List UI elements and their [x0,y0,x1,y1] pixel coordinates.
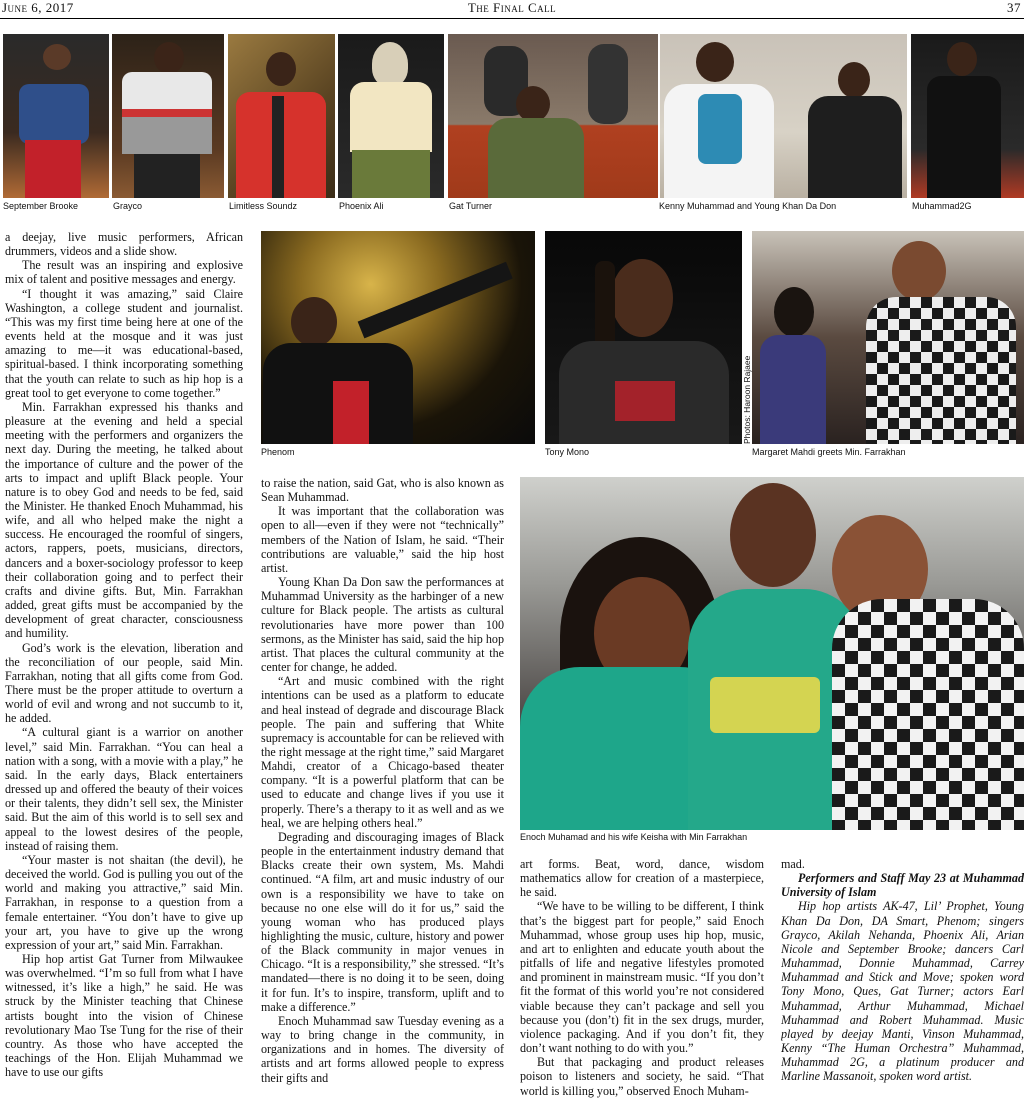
performer-list: Hip hop artists AK-47, Lil’ Prophet, Young Khan Da Don, DA Smart, Phenom; singers Grayco, Akilah Nehanda, Phoenix Ali, Arian Nicole and September Brooke; dancers Carl Muhammad, Donnie Muhammad, Carrey Muhammad and Stick and Move; spoken word Tony Mono, Ques, Gat Turner; actors Earl Muhammad, Arthur Muhammad, Michael Muhammad and Robert Muhammad. Music played by deejay Manti, Vinson Muhammad, Kenny “The Human Orchestra” Muhammad, Muhammad 2G, a platinum producer and Marline Massanoit, spoken word artist. [781,899,1024,1084]
paragraph: Degrading and discouraging images of Black people in the entertainment industry demand that Blacks create their own system, Ms. Mahdi continued. “A film, art and music industry of our own is a responsibility we have to take on because no one else will do it for us,” said the young woman who has produced plays highlighting the music, culture, history and power of the Black community in major venues in Chicago. “It is a responsibility,” she stressed. “It’s mandated—there is no doing it to be seen, doing it for fun. It’s to inspire, transform, uplift and to make a difference.” [261,829,504,1014]
caption-limitless-soundz: Limitless Soundz [229,201,298,211]
paragraph: But that packaging and product releases poison to listeners and society, he said. “That world is killing you,” observed Enoch Muham- [520,1055,764,1098]
photo-tony-mono [545,231,742,444]
photo-gat-turner [448,34,658,198]
article-column-1 [5,230,243,1108]
photo-enoch-keisha-farrakhan [520,477,1024,830]
paragraph: “Your master is not shaitan (the devil), he deceived the world. God is pulling you out of the world and making you attractive,” said Min. Farrakhan, in response to a question from a female entertainer. “You don’t have to give up your art, you have to give up the wrong expression of your art,” said Min. Farrakhan. [5,852,243,952]
caption-margaret-mahdi: Margaret Mahdi greets Min. Farrakhan [752,447,906,457]
photo-muhammad2g [911,34,1024,198]
photo-grayco [112,34,224,198]
caption-gat-turner: Gat Turner [449,201,493,211]
photo-kenny-khan [660,34,907,198]
caption-tony-mono: Tony Mono [545,447,590,457]
caption-phenom: Phenom [261,447,295,457]
photo-margaret-mahdi [752,231,1024,444]
paragraph: a deejay, live music performers, African drummers, videos and a slide show. [5,230,243,259]
caption-september-brooke: September Brooke [3,201,79,211]
sidebar-heading: Performers and Staff May 23 at Muhammad University of Islam [781,871,1024,900]
caption-phoenix-ali: Phoenix Ali [339,201,384,211]
article-column-2 [261,476,504,1108]
photo-limitless-soundz [228,34,335,198]
paragraph: God’s work is the elevation, liberation and the reconciliation of our people, said Min. Farrakhan, noting that all gifts come from God. There must be the proper attitude to overturn a world of evil and wrong and not succumb to it, he added. [5,640,243,726]
paragraph: “We have to be willing to be different, I think that’s the biggest part for people,” said Enoch Muhammad, whose group uses hip hop, music, and art to enlighten and educate youth about the pitfalls of life and negative lifestyles promoted and prominent in mainstream music. “If you don’t fit the format of this world you’re not considered viable because they can’t package and sell you because you (don’t) fit in the sex drugs, murder, violence packaging. And if you don’t fit, they don’t want nothing to do with you.” [520,899,764,1056]
article-column-4 [781,857,1024,1108]
paragraph: “I thought it was amazing,” said Claire Washington, a college student and journalist. “This was my first time being here at one of the events held at the mosque and it was just amazing to me—it was educational-based, spiritual-based. I think incorporating something that the youth can relate to such as hip hop is a great tool to get everyone to come together.” [5,286,243,400]
issue-date: June 6, 2017 [2,0,74,15]
paragraph: It was important that the collaboration was open to all—even if they were not “technically” members of the Nation of Islam, he said. “Their contributions are valuable,” said the hip host artist. [261,504,504,575]
caption-muhammad2g: Muhammad2G [912,201,972,211]
paragraph: “Art and music combined with the right intentions can be used as a platform to educate and heal instead of degrade and discourage Black people. The pain and suffering that White supremacy is accountable for can be relieved with the right message at the right time,” said Margaret Mahdi, creator of a Chicago-based theater company. “It is a powerful platform that can be used to educate and change lives if you use it properly. There’s a therapy to it as well and as we heal, we are helping others heal.” [261,674,504,830]
paragraph: Min. Farrakhan expressed his thanks and pleasure at the evening and held a special meeting with the performers and organizers the next day. During the meeting, he talked about the importance of culture and the power of the arts to impact and uplift Black people. Your nature is to obey God and needs to be fed, said the Minister. He thanked Enoch Muhammad, his wife, and all who helped make the night a success. He encouraged the roomful of singers, actors, rappers, poets, musicians, directors, dancers and a boxer-sociology professor to keep their collaboration going and to perfect their crafts and divine gifts. But, Min. Farrakhan added, great gifts must be accompanied by the development of great character, consciousness and humility. [5,399,243,641]
photo-credit: Photos: Haroon Rajaee [742,355,752,444]
photo-phoenix-ali [338,34,444,198]
photo-september-brooke [3,34,109,198]
photo-phenom [261,231,535,444]
paragraph: to raise the nation, said Gat, who is also known as Sean Muhammad. [261,476,504,505]
caption-kenny-khan: Kenny Muhammad and Young Khan Da Don [659,201,837,211]
paragraph: mad. [781,857,805,871]
article-column-3 [520,857,764,1108]
paragraph: Enoch Muhammad saw Tuesday evening as a way to bring change in the community, in organizations and in homes. The diversity of artists and art forms allowed people to express their gifts and [261,1013,504,1085]
paragraph: Hip hop artist Gat Turner from Milwaukee was overwhelmed. “I’m so full from what I have witnessed, it’s like a high,” he said. He was struck by the Minister teaching that Chinese artists bought into the vision of Chinese revolutionary Mao Tse Tung for the rise of their country. As those who have accepted the teachings of the Hon. Elijah Muhammad we have to use our gifts [5,951,243,1080]
caption-grayco: Grayco [113,201,143,211]
paragraph: The result was an inspiring and explosive mix of talent and positive messages and energy. [5,258,243,287]
publication-name: The Final Call [467,0,557,15]
paragraph: Young Khan Da Don saw the performances at Muhammad University as the harbinger of a new culture for Black people. The artists as cultural revolutionaries have more power than 100 sermons, as the Minister has said, said the hip hop artist. That places the cultural community at the center for change, he added. [261,575,504,675]
paragraph: art forms. Beat, word, dance, wisdom mathematics allow for creation of a masterpiece, he said. [520,857,764,900]
paragraph: “A cultural giant is a warrior on another level,” said Min. Farrakhan. “You can heal a nation with a song, with a movie with a play,” he said. In the early days, Black entertainers dressed up and offered the beauty of their voices or their talents, they didn’t sell sex, the Minister said. But the aim of this world is to sell sex and appeal to the lowest desires of the people, instead of raising them. [5,725,243,853]
page-number: 37 [1007,0,1021,15]
page-header [0,0,1024,19]
caption-enoch-keisha: Enoch Muhamad and his wife Keisha with Min Farrakhan [520,832,748,842]
